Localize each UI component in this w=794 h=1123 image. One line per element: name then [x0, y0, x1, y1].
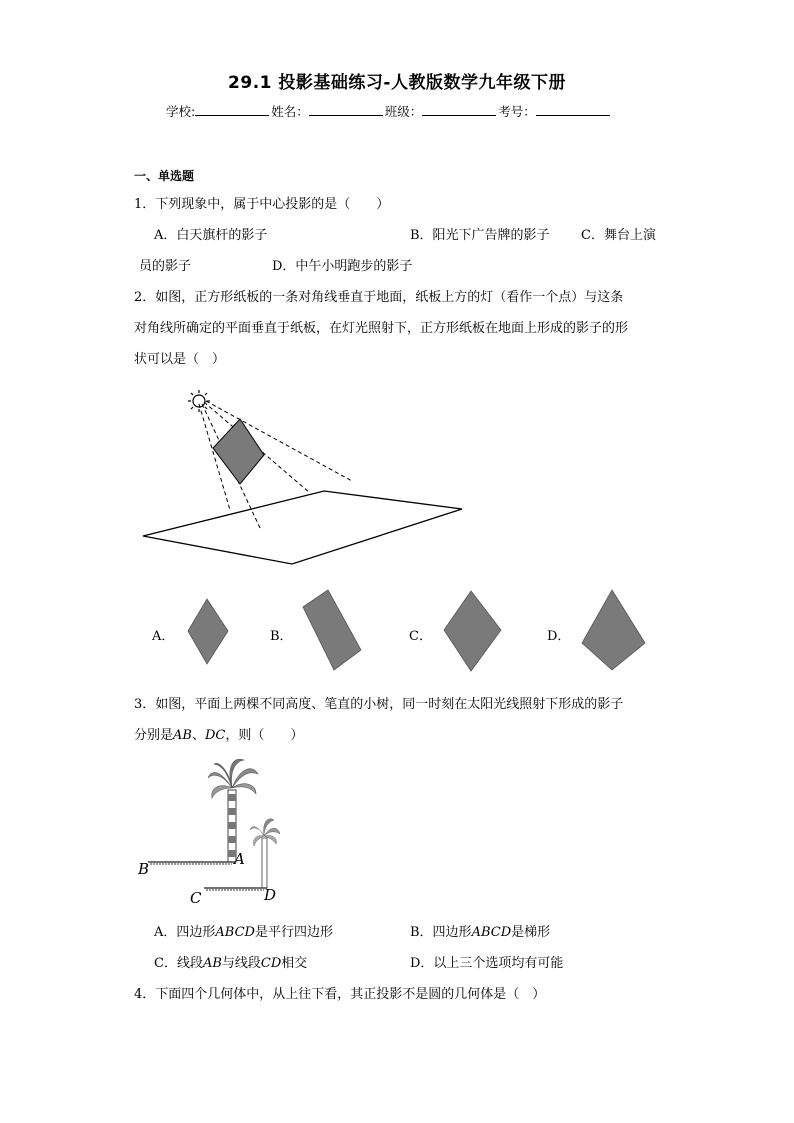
q3-option-a-var: ABCD: [215, 925, 255, 940]
q3-option-d: D．以上三个选项均有可能: [410, 956, 564, 971]
q2-option-b-shape: [300, 588, 366, 674]
class-label: 班级：: [384, 104, 423, 119]
q1-option-c-cont: 员的影子: [139, 259, 192, 274]
section-heading: 一、单选题: [134, 169, 195, 183]
exam-number-label: 考号：: [498, 104, 536, 119]
q3-var-dc: DC: [204, 728, 226, 743]
q2-option-d-label: D．: [547, 629, 571, 644]
q2-lamp-figure: [140, 380, 470, 570]
name-blank[interactable]: [309, 103, 383, 116]
school-label: 学校:: [166, 104, 196, 119]
name-label: 姓名：: [271, 104, 309, 119]
exam-number-blank[interactable]: [536, 103, 610, 116]
label-c: C: [190, 889, 202, 907]
light-rays: [199, 401, 352, 528]
q3-sep: 、: [191, 728, 205, 743]
q3-option-b-pre: B．四边形: [410, 925, 472, 940]
q3-option-c: [154, 952, 307, 971]
q2-stem-line2: 对角线所确定的平面垂直于纸板，在灯光照射下，正方形纸板在地面上形成的影子的形: [134, 321, 629, 336]
q3-option-b-post: 是梯形: [511, 925, 551, 940]
q2-option-a-shape: [186, 596, 232, 668]
short-tree: [250, 819, 280, 888]
q1-stem: 1．下列现象中，属于中心投影的是（ ）: [134, 197, 390, 212]
school-blank[interactable]: [195, 103, 269, 116]
q3-option-c-var2: CD: [260, 956, 282, 971]
q3-stem-text: 分别是: [134, 728, 174, 743]
q3-stem-line1: 3．如图，平面上两棵不同高度、笔直的小树，同一时刻在太阳光线照射下形成的影子: [134, 697, 624, 712]
label-b: B: [138, 860, 150, 878]
ground-plane: [143, 491, 462, 564]
q3-stem-line2: [134, 724, 303, 743]
q3-option-a-pre: A．四边形: [154, 925, 216, 940]
q2-option-a-label: A．: [152, 629, 175, 644]
tall-tree: [208, 759, 258, 862]
q2-option-c-label: C．: [409, 629, 432, 644]
q3-option-c-pre: C．线段: [154, 956, 203, 971]
q3-option-a: [154, 921, 333, 940]
q2-stem-line3: 状可以是（ ）: [134, 352, 226, 367]
q3-trees-figure: [134, 750, 294, 910]
q1-option-a: A．白天旗杆的影子: [154, 228, 268, 243]
page-title: 29.1 投影基础练习-人教版数学九年级下册: [228, 73, 566, 93]
label-a: A: [234, 850, 245, 868]
q2-option-b-label: B．: [270, 629, 293, 644]
q1-option-b: B．阳光下广告牌的影子: [410, 228, 550, 243]
q2-option-d-shape: [580, 586, 648, 674]
q3-option-c-post: 相交: [281, 956, 308, 971]
q2-stem-line1: 2．如图，正方形纸板的一条对角线垂直于地面，纸板上方的灯（看作一个点）与这条: [134, 290, 624, 305]
q3-var-ab: AB: [173, 728, 192, 743]
q3-option-b-var: ABCD: [471, 925, 512, 940]
q3-option-c-var1: AB: [202, 956, 222, 971]
shadow-cd: [204, 888, 267, 890]
q2-option-c-shape: [442, 588, 504, 674]
q3-option-c-mid: 与线段: [221, 956, 261, 971]
shadow-ab: [148, 862, 236, 864]
q1-option-c: C．舞台上演: [581, 228, 656, 243]
q1-option-d: D．中午小明跑步的影子: [272, 259, 413, 274]
q3-option-a-post: 是平行四边形: [254, 925, 333, 940]
q4-stem: 4．下面四个几何体中，从上往下看，其正投影不是圆的几何体是（ ）: [134, 987, 546, 1002]
student-info-row: [166, 102, 612, 120]
q3-option-b: [410, 921, 550, 940]
q3-stem-end: ，则（ ）: [225, 728, 304, 743]
class-blank[interactable]: [422, 103, 496, 116]
label-d: D: [264, 886, 277, 904]
